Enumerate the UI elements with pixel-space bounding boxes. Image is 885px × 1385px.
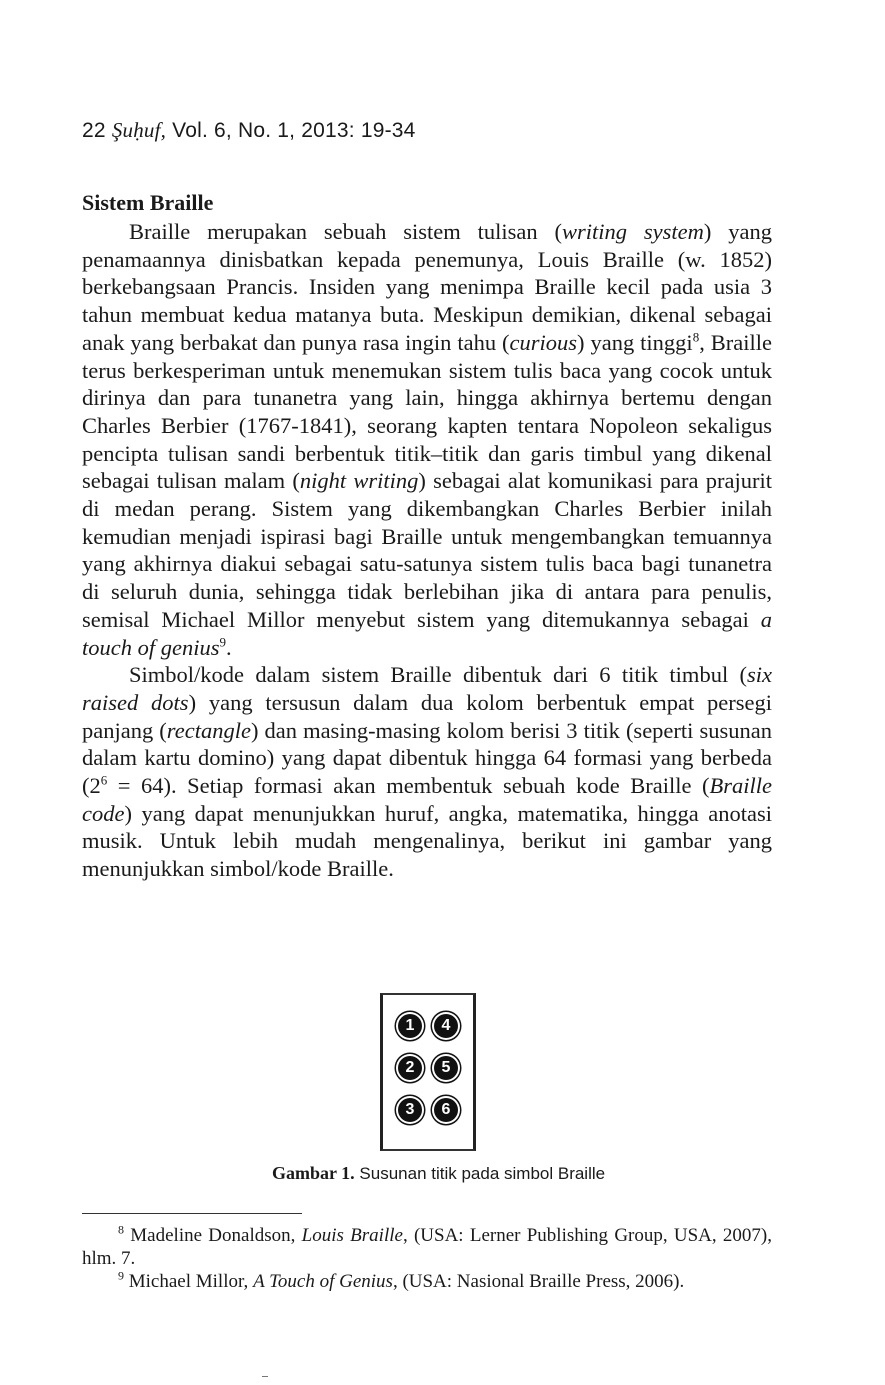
text-run: . [225,634,232,660]
italic-term: rectangle [166,717,251,743]
text-run: , Braille terus berkesperiman untuk menemukan sistem tulis baca yang cocok untuk dirinya dan para tunanetra yang lain, hingga akhirnya bertemu dengan Charles Berbier (1767-1841), seorang kapten tentara Nopoleon sekaligus pencipta tulisan sandi berbentuk titik–titik dan garis timbul yang dikenal sebagai tulisan malam ( [82,329,772,494]
text-run: , (USA: Lerner Publishing Group, USA, 2007), hlm. 7. [82,1225,772,1269]
exponent: 6 [100,772,108,788]
text-run: Madeline Donaldson, [130,1225,302,1246]
text-run: ) yang tersusun dalam dua kolom berbentuk empat persegi panjang ( [82,689,772,743]
italic-term: night writing [299,468,419,494]
footnote-ref: 9 [219,634,226,650]
text-run: Michael Millor, [128,1271,254,1292]
text-run: ) yang dapat menunjukkan huruf, angka, matematika, hingga anotasi musik. Untuk lebih mudah mengenalinya, berikut ini gambar yang menunjukkan simbol/kode Braille. [82,800,772,882]
text-run: , (USA: Nasional Braille Press, 2006). [392,1271,685,1292]
braille-dot-4: 4 [434,1014,458,1038]
main-content [82,188,772,883]
italic-term: Braille code [82,773,772,826]
text-run: Simbol/kode dalam sistem Braille dibentuk dari 6 titik timbul ( [129,662,747,688]
text-run: ) yang tinggi [577,329,693,355]
italic-term: a touch of genius [82,606,772,660]
braille-dot-2: 2 [398,1056,422,1080]
italic-term: curious [509,329,578,355]
text-run: ) dan masing-masing kolom berisi 3 titik (seperti susunan dalam kartu domino) yang dapat dibentuk hingga 64 formasi yang berbeda (2 [82,717,772,799]
journal-name: Şuḥuf, [111,118,167,142]
italic-term: writing system [562,219,704,244]
italic-term: A Touch of Genius [253,1271,393,1292]
paragraph-2 [82,661,772,883]
braille-dot-3: 3 [398,1098,422,1122]
text-run: ) sebagai alat komunikasi para prajurit di medan perang. Sistem yang dikembangkan Charles Berbier inilah kemudian menjadi ispirasi bagi Braille untuk mengembangkan temuannya yang akhirnya diakui sebagai satu-satunya sistem tulis baca bagi tunanetra di seluruh dunia, sehingga tidak berlebihan jika di antara para penulis, semisal Michael Millor menyebut sistem yang ditemukannya sebagai [82,468,772,632]
section-title: Sistem Braille [82,190,214,215]
italic-term: Louis Braille [301,1225,403,1246]
scan-mark [262,1376,268,1377]
footnote-8 [82,1224,772,1270]
footnote-number: 8 [118,1222,124,1237]
braille-dot-1: 1 [398,1014,422,1038]
paragraph-1 [82,218,772,661]
footnote-9 [82,1270,772,1293]
text-run: ) yang penamaannya dinisbatkan kepada penemunya, Louis Braille (w. 1852) berkebangsaan Prancis. Insiden yang menimpa Braille kecil pada usia 3 tahun membuat kedua matanya buta. Meskipun demikian, dikenal sebagai anak yang berbakat dan punya rasa ingin tahu ( [82,219,772,355]
figure-caption [272,1163,605,1184]
footnotes [82,1224,772,1293]
italic-term: six raised dots [82,662,772,715]
page-number: 22 [82,119,106,142]
footnote-ref: 8 [692,329,700,345]
footnote-divider [82,1213,302,1214]
braille-dot-5: 5 [434,1056,458,1080]
footnote-number: 9 [118,1268,124,1283]
volume-info: Vol. 6, No. 1, 2013: 19-34 [172,119,416,142]
running-header [82,118,416,143]
text-run: Braille merupakan sebuah sistem tulisan ( [129,219,563,244]
figure-label: Gambar 1. [272,1163,355,1183]
figure-caption-text: Susunan titik pada simbol Braille [359,1164,606,1183]
braille-dot-6: 6 [434,1098,458,1122]
braille-cell-figure [380,993,476,1151]
text-run: = 64). Setiap formasi akan membentuk sebuah kode Braille ( [107,773,710,799]
